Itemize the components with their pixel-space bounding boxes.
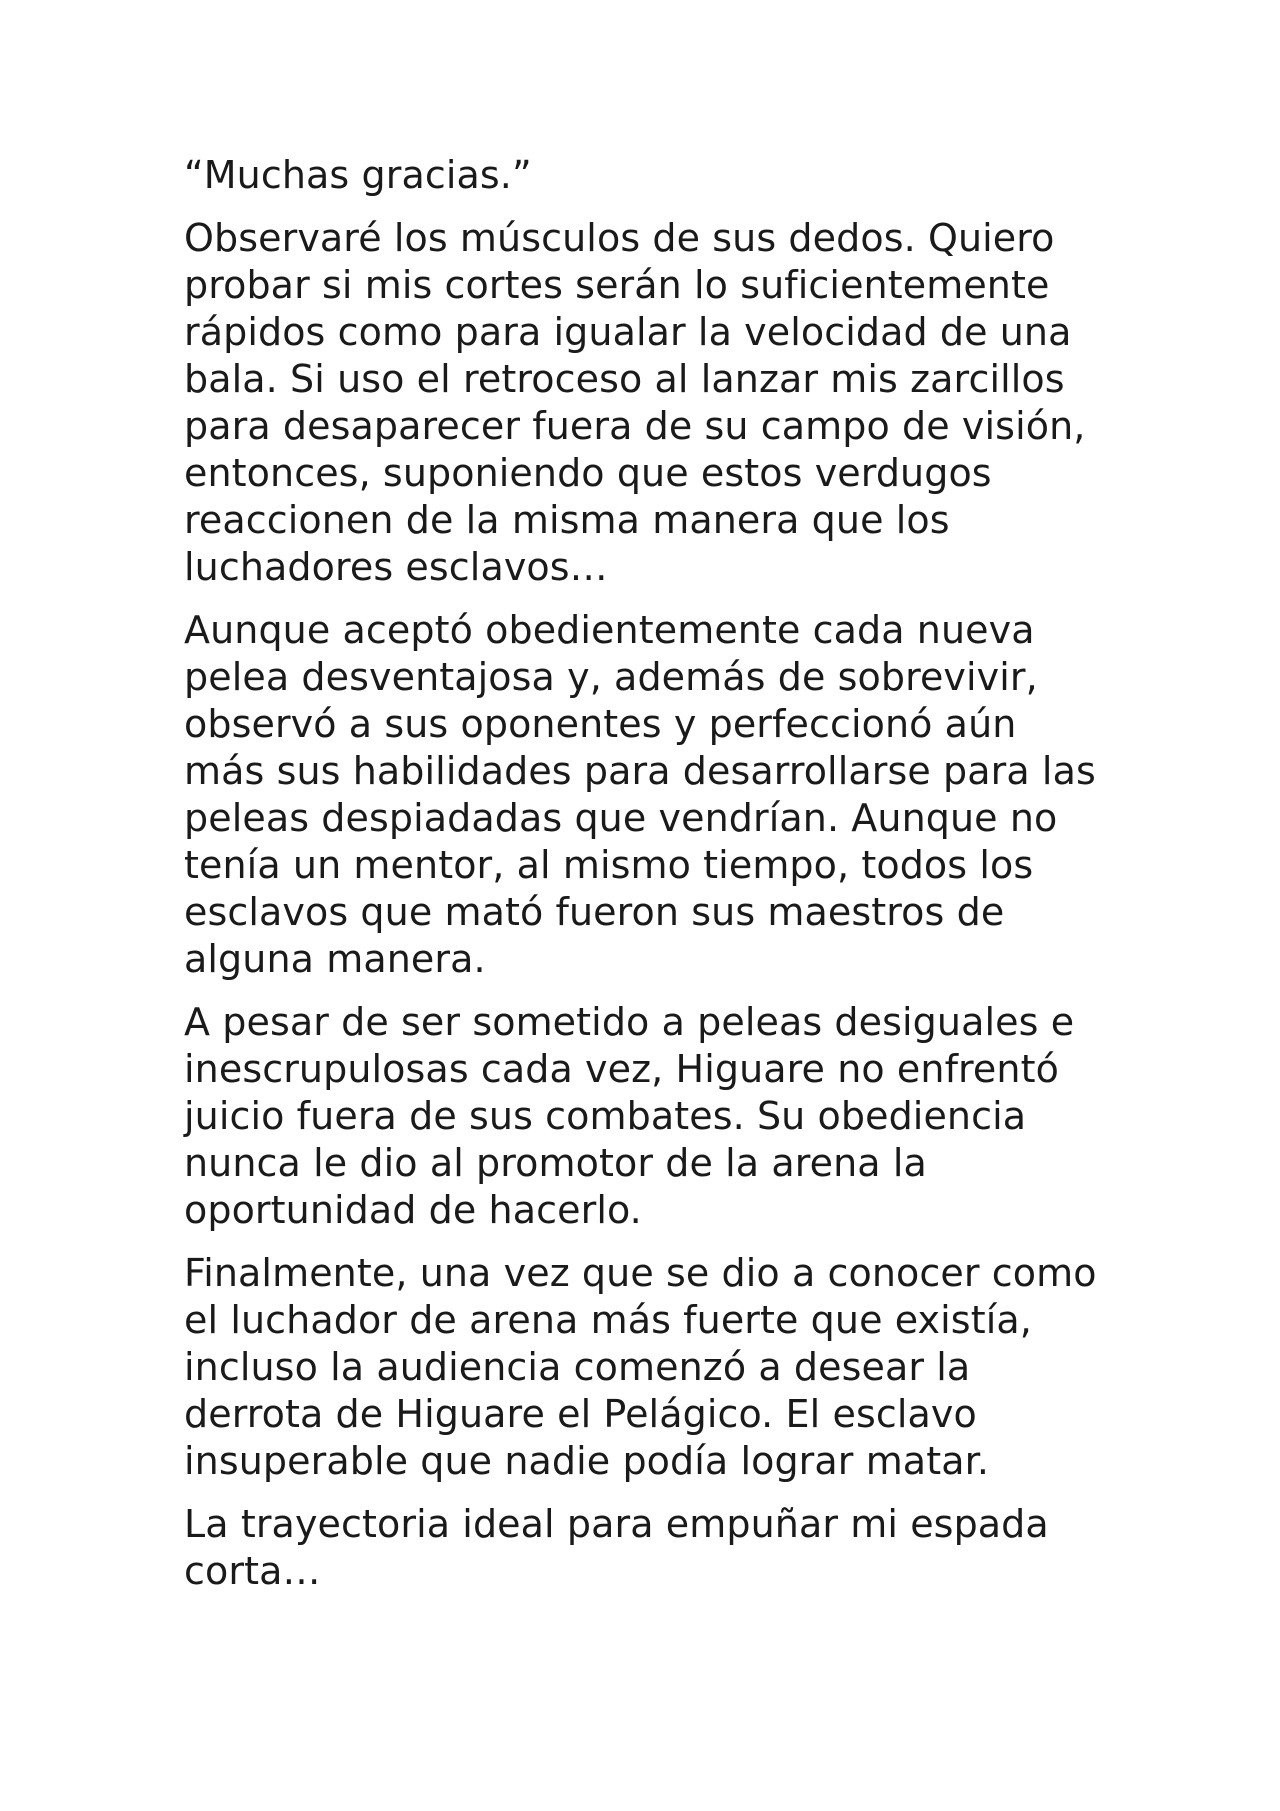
paragraph-1: “Muchas gracias.” bbox=[184, 153, 532, 197]
text-body bbox=[184, 152, 1104, 1595]
paragraph-6: La trayectoria ideal para empuñar mi espada corta… bbox=[184, 1502, 1049, 1593]
paragraph-5: Finalmente, una vez que se dio a conocer como el luchador de arena más fuerte que existía, incluso la audiencia comenzó a desear la derrota de Higuare el Pelágico. El esclavo insuperable que nadie podía lograr matar. bbox=[184, 1251, 1097, 1483]
paragraph-4: A pesar de ser sometido a peleas desiguales e inescrupulosas cada vez, Higuare no enfrentó juicio fuera de sus combates. Su obediencia nunca le dio al promotor de la arena la oportunidad de hacerlo. bbox=[184, 1000, 1075, 1232]
paragraph-2: Observaré los músculos de sus dedos. Quiero probar si mis cortes serán lo suficientemente rápidos como para igualar la velocidad de una bala. Si uso el retroceso al lanzar mis zarcillos para desaparecer fuera de su campo de visión, entonces, suponiendo que estos verdugos reaccionen de la misma manera que los luchadores esclavos… bbox=[184, 216, 1086, 589]
paragraph-3: Aunque aceptó obedientemente cada nueva pelea desventajosa y, además de sobrevivir, observó a sus oponentes y perfeccionó aún más sus habilidades para desarrollarse para las peleas despiadadas que vendrían. Aunque no tenía un mentor, al mismo tiempo, todos los esclavos que mató fueron sus maestros de alguna manera. bbox=[184, 608, 1096, 981]
